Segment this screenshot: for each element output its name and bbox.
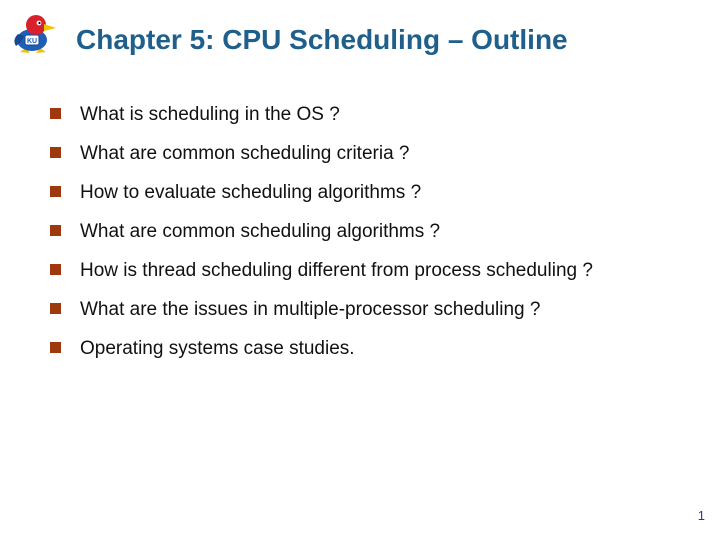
slide-title: Chapter 5: CPU Scheduling – Outline	[76, 24, 568, 55]
square-bullet-icon	[50, 147, 61, 158]
bullet-text: What are the issues in multiple-processor scheduling ?	[80, 298, 541, 320]
list-item	[50, 292, 593, 331]
bullet-text: How is thread scheduling different from process scheduling ?	[80, 259, 593, 281]
square-bullet-icon	[50, 108, 61, 119]
square-bullet-icon	[50, 264, 61, 275]
square-bullet-icon	[50, 225, 61, 236]
bullet-text: Operating systems case studies.	[80, 337, 355, 359]
bullet-text: What are common scheduling criteria ?	[80, 142, 410, 164]
square-bullet-icon	[50, 186, 61, 197]
bullet-text: What are common scheduling algorithms ?	[80, 220, 441, 242]
list-item	[50, 175, 593, 214]
list-item	[50, 136, 593, 175]
page-number: 1	[697, 508, 705, 523]
bullet-text: How to evaluate scheduling algorithms ?	[80, 181, 422, 203]
jayhawk-logo-icon	[10, 12, 58, 56]
list-item	[50, 253, 593, 292]
bullet-text: What is scheduling in the OS ?	[80, 103, 340, 125]
list-item	[50, 97, 593, 136]
square-bullet-icon	[50, 303, 61, 314]
bullet-list	[50, 97, 593, 370]
square-bullet-icon	[50, 342, 61, 353]
logo-text: KU	[26, 38, 38, 45]
list-item	[50, 331, 593, 370]
list-item	[50, 214, 593, 253]
